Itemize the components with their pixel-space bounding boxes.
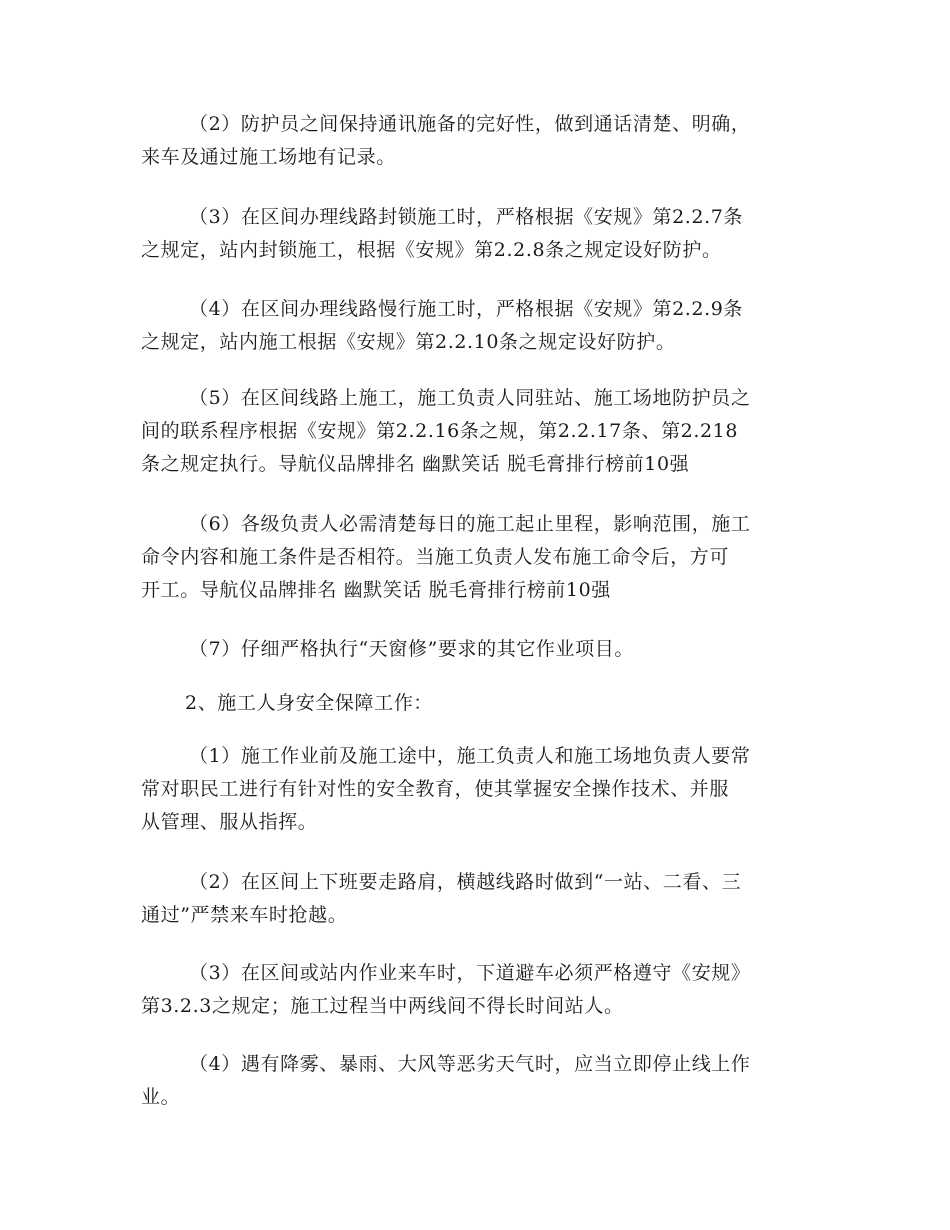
paragraph-line: 第3.2.3之规定；施工过程当中两线间不得长时间站人。 — [141, 995, 624, 1017]
paragraph-skylight — [141, 633, 811, 666]
section-heading-text: 2、施工人身安全保障工作： — [185, 692, 433, 714]
paragraph-line: 条之规定执行。导航仪品牌排名 幽默笑话 脱毛膏排行榜前10强 — [141, 453, 690, 475]
paragraph-line: （2）防护员之间保持通讯施备的完好性，做到通话清楚、明确， — [189, 113, 751, 135]
section-heading — [141, 687, 811, 720]
paragraph-line: 常对职民工进行有针对性的安全教育，使其掌握安全操作技术、并服 — [141, 778, 730, 800]
paragraph-line: （4）遇有降雾、暴雨、大风等恶劣天气时，应当立即停止线上作 — [189, 1053, 751, 1075]
paragraph-line: （3）在区间办理线路封锁施工时，严格根据《安规》第2.2.7条 — [189, 206, 744, 228]
paragraph-education — [141, 740, 811, 839]
paragraph-line: 之规定，站内封锁施工，根据《安规》第2.2.8条之规定设好防护。 — [141, 239, 722, 261]
paragraph-line: 间的联系程序根据《安规》第2.2.16条之规，第2.2.17条、第2.218 — [141, 420, 739, 442]
paragraph-contact-procedure — [141, 382, 811, 481]
paragraph-line: （6）各级负责人必需清楚每日的施工起止里程，影响范围，施工 — [189, 513, 751, 535]
paragraph-protection-comms — [141, 108, 811, 174]
paragraph-line: （4）在区间办理线路慢行施工时，严格根据《安规》第2.2.9条 — [189, 298, 744, 320]
paragraph-line: 之规定，站内施工根据《安规》第2.2.10条之规定设好防护。 — [141, 331, 676, 353]
paragraph-line: （3）在区间或站内作业来车时，下道避车必须严格遵守《安规》 — [189, 962, 751, 984]
paragraph-line: 来车及通过施工场地有记录。 — [141, 146, 396, 168]
paragraph-line: （5）在区间线路上施工，施工负责人同驻站、施工场地防护员之 — [189, 387, 751, 409]
paragraph-avoid-train — [141, 957, 811, 1023]
paragraph-line: （2）在区间上下班要走路肩，横越线路时做到“一站、二看、三 — [189, 871, 742, 893]
paragraph-line: 通过”严禁来车时抢越。 — [141, 904, 348, 926]
paragraph-line: 从管理、服从指挥。 — [141, 811, 318, 833]
paragraph-line: （7）仔细严格执行“天窗修”要求的其它作业项目。 — [189, 638, 634, 660]
paragraph-line: （1）施工作业前及施工途中，施工负责人和施工场地负责人要常 — [189, 745, 751, 767]
paragraph-line: 业。 — [141, 1086, 181, 1108]
paragraph-line: 开工。导航仪品牌排名 幽默笑话 脱毛膏排行榜前10强 — [141, 579, 611, 601]
paragraph-weather — [141, 1048, 811, 1114]
paragraph-slow-speed — [141, 293, 811, 359]
paragraph-responsible-persons — [141, 508, 811, 607]
paragraph-line: 命令内容和施工条件是否相符。当施工负责人发布施工命令后，方可 — [141, 546, 730, 568]
paragraph-closure — [141, 201, 811, 267]
paragraph-crossing — [141, 866, 811, 932]
